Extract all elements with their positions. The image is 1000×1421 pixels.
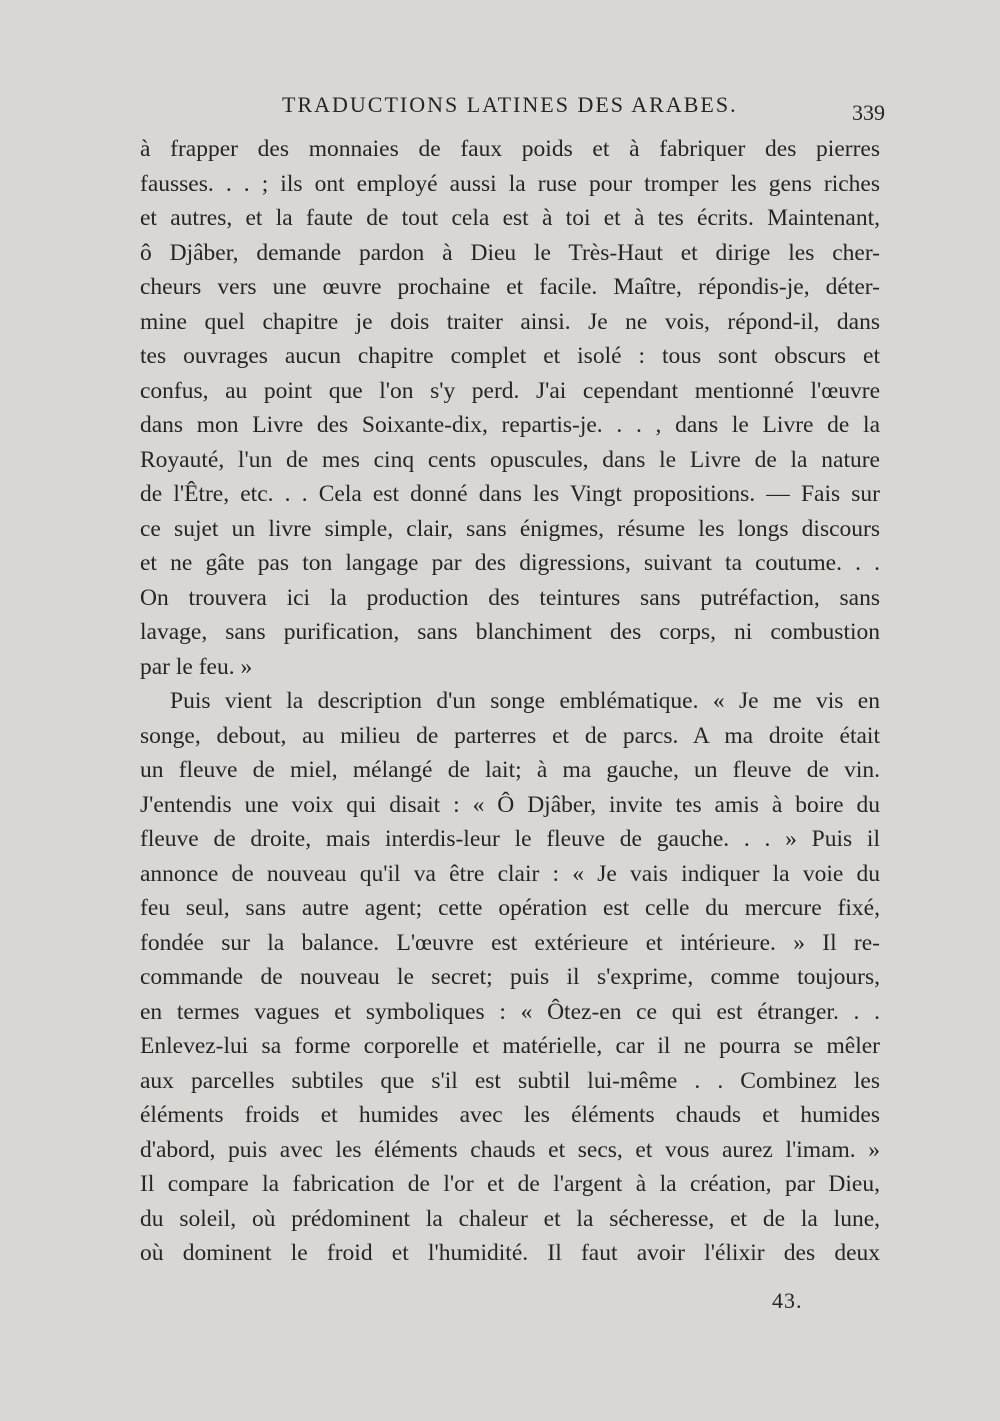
text-line: Enlevez-lui sa forme corporelle et matérielle, car il ne pourra se mêler bbox=[140, 1033, 880, 1059]
text-line: d'abord, puis avec les éléments chauds et secs, et vous aurez l'imam. » bbox=[140, 1136, 880, 1163]
text-line: commande de nouveau le secret; puis il s'exprime, comme toujours, bbox=[140, 964, 880, 990]
paragraph-start-line: Puis vient la description d'un songe emblématique. « Je me vis en bbox=[170, 688, 880, 714]
text-line: tes ouvrages aucun chapitre complet et isolé : tous sont obscurs et bbox=[140, 343, 880, 369]
text-line: aux parcelles subtiles que s'il est subtil lui-même . . Combinez les bbox=[140, 1067, 880, 1094]
text-line: feu seul, sans autre agent; cette opération est celle du mercure fixé, bbox=[140, 895, 880, 921]
page-number: 339 bbox=[852, 100, 885, 125]
text-line: à frapper des monnaies de faux poids et à fabriquer des pierres bbox=[140, 136, 880, 162]
text-line: et autres, et la faute de tout cela est à toi et à tes écrits. Maintenant, bbox=[140, 205, 880, 231]
body-text bbox=[140, 132, 880, 1271]
signature-mark: 43. bbox=[772, 1288, 803, 1313]
text-line: annonce de nouveau qu'il va être clair : « Je vais indiquer la voie du bbox=[140, 860, 880, 887]
text-line: un fleuve de miel, mélangé de lait; à ma gauche, un fleuve de vin. bbox=[140, 757, 880, 783]
text-line: confus, au point que l'on s'y perd. J'ai cependant mentionné l'œuvre bbox=[140, 377, 880, 404]
text-line: fausses. . . ; ils ont employé aussi la ruse pour tromper les gens riches bbox=[140, 170, 880, 197]
text-line: mine quel chapitre je dois traiter ainsi. Je ne vois, répond-il, dans bbox=[140, 308, 880, 335]
text-line: cheurs vers une œuvre prochaine et facile. Maître, répondis-je, déter- bbox=[140, 274, 880, 300]
text-line: songe, debout, au milieu de parterres et de parcs. A ma droite était bbox=[140, 722, 880, 749]
text-line: J'entendis une voix qui disait : « Ô Djâber, invite tes amis à boire du bbox=[140, 791, 880, 818]
text-line: et ne gâte pas ton langage par des digressions, suivant ta coutume. . . bbox=[140, 550, 880, 576]
text-line: On trouvera ici la production des teintures sans putréfaction, sans bbox=[140, 584, 880, 611]
text-line: dans mon Livre des Soixante-dix, repartis-je. . . , dans le Livre de la bbox=[140, 412, 880, 438]
text-line: en termes vagues et symboliques : « Ôtez-en ce qui est étranger. . . bbox=[140, 998, 880, 1025]
text-line: fleuve de droite, mais interdis-leur le fleuve de gauche. . . » Puis il bbox=[140, 826, 880, 852]
text-line: Royauté, l'un de mes cinq cents opuscules, dans le Livre de la nature bbox=[140, 446, 880, 473]
text-line: lavage, sans purification, sans blanchiment des corps, ni combustion bbox=[140, 619, 880, 645]
text-line: éléments froids et humides avec les éléments chauds et humides bbox=[140, 1102, 880, 1128]
text-line: du soleil, où prédominent la chaleur et la sécheresse, et de la lune, bbox=[140, 1205, 880, 1232]
text-line: où dominent le froid et l'humidité. Il faut avoir l'élixir des deux bbox=[140, 1240, 880, 1266]
text-line: de l'Être, etc. . . Cela est donné dans les Vingt propositions. — Fais sur bbox=[140, 481, 880, 507]
text-line: ce sujet un livre simple, clair, sans énigmes, résume les longs discours bbox=[140, 515, 880, 542]
text-line: ô Djâber, demande pardon à Dieu le Très-Haut et dirige les cher- bbox=[140, 239, 880, 266]
text-line: fondée sur la balance. L'œuvre est extérieure et intérieure. » Il re- bbox=[140, 929, 880, 956]
text-line: Il compare la fabrication de l'or et de l'argent à la création, par Dieu, bbox=[140, 1171, 880, 1197]
text-line: par le feu. » bbox=[140, 653, 253, 680]
running-head: TRADUCTIONS LATINES DES ARABES. bbox=[282, 92, 738, 117]
